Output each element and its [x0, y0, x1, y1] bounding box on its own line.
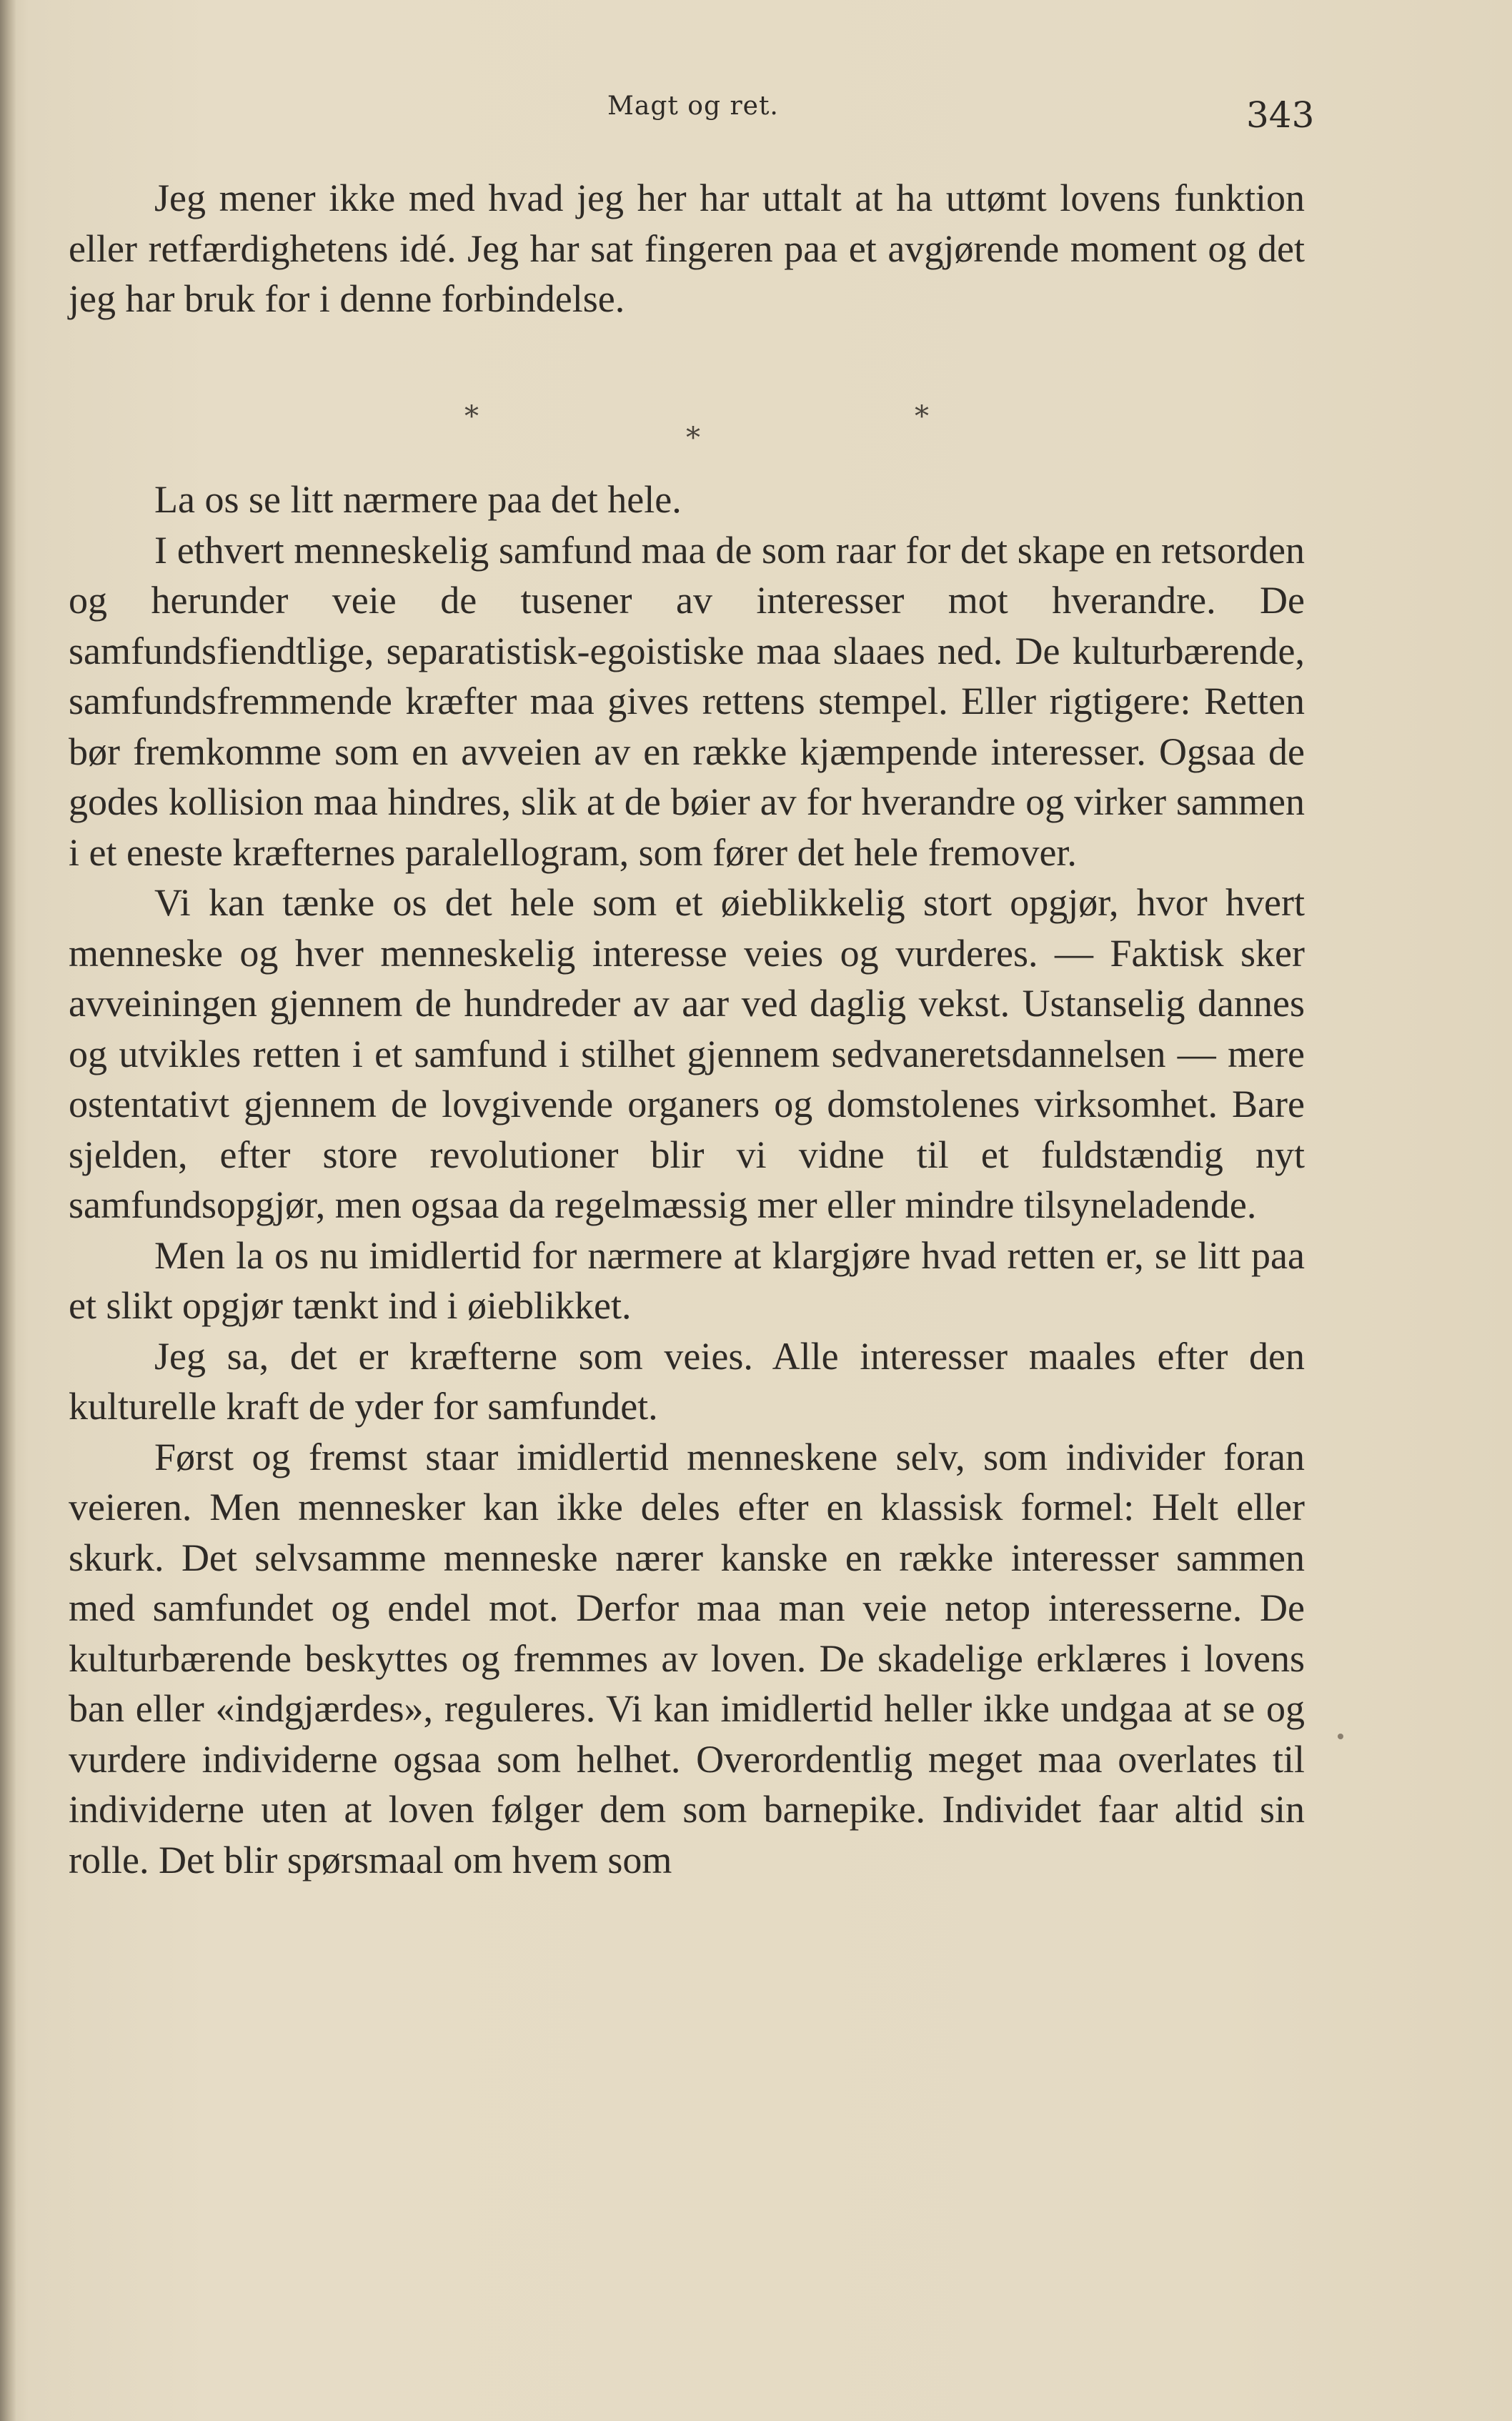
- text-block-intro: [69, 173, 1305, 324]
- paragraph: Jeg mener ikke med hvad jeg her har uttalt at ha uttømt lovens funktion eller retfærdighetens idé. Jeg har sat fingeren paa et avgjørende moment og det jeg har bruk for i denne forbindelse.: [69, 177, 1305, 320]
- running-title: Magt og ret.: [607, 91, 779, 121]
- asterisk-ornament: *: [686, 422, 700, 454]
- section-break-ornament: [429, 400, 1000, 457]
- book-spine-shadow: [0, 0, 16, 2421]
- asterisk-ornament: *: [915, 400, 929, 433]
- ink-speck: [1338, 1734, 1343, 1739]
- paragraph: Men la os nu imidlertid for nærmere at klargjøre hvad retten er, se litt paa et slikt opgjør tænkt ind i øieblikket.: [69, 1233, 1305, 1327]
- paragraph: I ethvert menneskelig samfund maa de som raar for det skape en retsorden og herunder veie de tusener av interesser mot hverandre. De samfundsfiendtlige, separatistisk-egoistiske maa slaaes ned. De kulturbærende, samfundsfremmende kræfter maa gives rettens stempel. Eller rigtigere: Retten bør fremkomme som en avveien av en række kjæmpende interesser. Ogsaa de godes kollision maa hindres, slik at de bøier av for hverandre og virker sammen i et eneste kræfternes paralellogram, som fører det hele fremover.: [69, 528, 1305, 874]
- page-number: 343: [1246, 94, 1315, 136]
- paragraph: Jeg sa, det er kræfterne som veies. Alle interesser maales efter den kulturelle kraft de yder for samfundet.: [69, 1334, 1305, 1428]
- asterisk-ornament: *: [464, 400, 479, 433]
- paragraph: Vi kan tænke os det hele som et øieblikkelig stort opgjør, hvor hvert menneske og hver menneskelig interesse veies og vurderes. — Faktisk sker avveiningen gjennem de hundreder av aar ved daglig vekst. Ustanselig dannes og utvikles retten i et samfund i stilhet gjennem sedvaneretsdannelsen — mere ostentativt gjennem de lovgivende organers og domstolenes virksomhet. Bare sjelden, efter store revolutioner blir vi vidne til et fuldstændig nyt samfundsopgjør, men ogsaa da regelmæssig mer eller mindre tilsyneladende.: [69, 881, 1305, 1226]
- paragraph: La os se litt nærmere paa det hele.: [154, 478, 682, 521]
- paragraph: Først og fremst staar imidlertid menneskene selv, som individer foran veieren. Men mennesker kan ikke deles efter en klassisk formel: Helt eller skurk. Det selvsamme menneske nærer kanske en række interesser sammen med samfundet og endel mot. Derfor maa man veie netop interesserne. De kulturbærende beskyttes og fremmes av loven. De skadelige erklæres i lovens ban eller «indgjærdes», reguleres. Vi kan imidlertid heller ikke undgaa at se og vurdere individerne ogsaa som helhet. Overordentlig meget maa overlates til individerne uten at loven følger dem som barnepike. Individet faar altid sin rolle. Det blir spørsmaal om hvem som: [69, 1435, 1305, 1881]
- text-block-main: [69, 474, 1305, 1885]
